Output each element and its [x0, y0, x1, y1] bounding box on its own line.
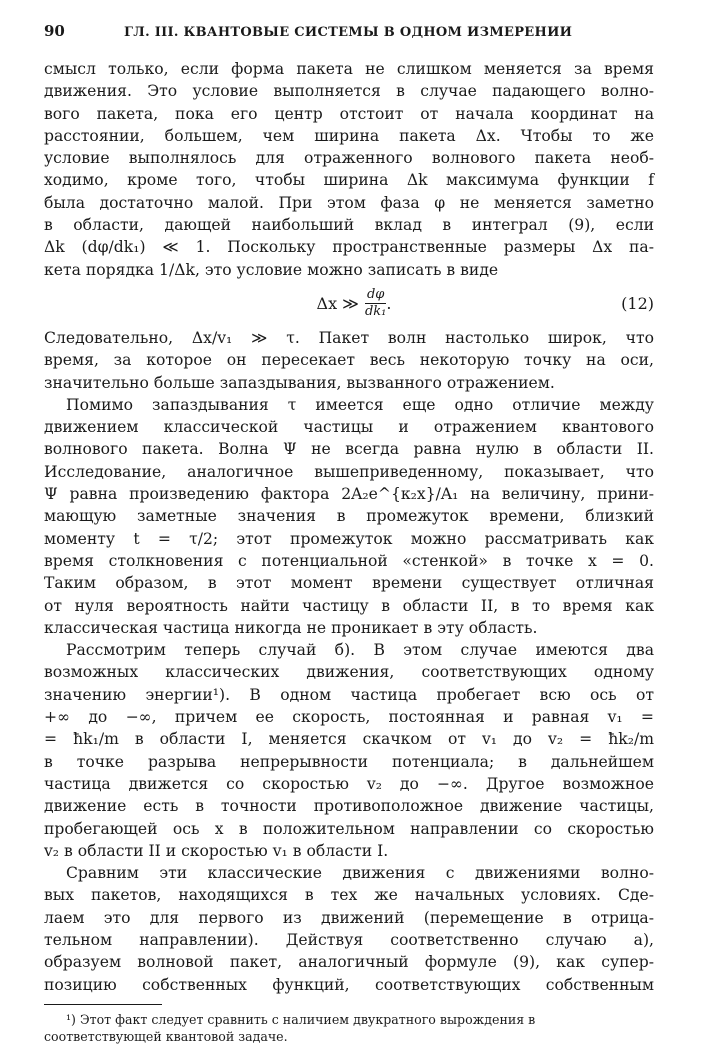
paragraph-2	[44, 327, 654, 394]
text-line: Ψ равна произведению фактора 2A₂e^{κ₂x}/A₁ на величину, прини-	[44, 485, 654, 504]
text-line: позицию собственных функций, соответствующих собственным	[44, 975, 654, 994]
equation-number: (12)	[621, 294, 654, 314]
text-line: ходимо, кроме того, чтобы ширина Δk максимума функции f	[44, 171, 654, 190]
text-line: частица движется со скоростью v₂ до −∞. Другое возможное	[44, 774, 654, 793]
text-line: движения. Это условие выполняется в случае падающего волно-	[44, 82, 654, 101]
text-line: возможных классических движения, соответствующих одному	[44, 663, 654, 682]
paragraph-4	[44, 639, 654, 862]
text-line: Сравним эти классические движения с движениями волно-	[66, 864, 654, 883]
text-line: волнового пакета. Волна Ψ не всегда равна нулю в области II.	[44, 440, 654, 459]
text-line: Δk (dφ/dk₁) ≪ 1. Поскольку пространственные размеры Δx па-	[44, 238, 654, 257]
book-page	[44, 22, 654, 1045]
text-line: мающую заметные значения в промежуток времени, близкий	[44, 507, 654, 526]
equation-tail: .	[386, 294, 392, 314]
text-line: была достаточно малой. При этом фаза φ не меняется заметно	[44, 193, 654, 212]
text-line: время, за которое он пересекает весь некоторую точку на оси,	[44, 351, 654, 370]
footnote	[44, 1011, 654, 1045]
paragraph-3	[44, 394, 654, 639]
paragraph-5	[44, 862, 654, 996]
equation-lhs: Δx ≫	[316, 294, 359, 314]
text-line: кета порядка 1/Δk, это условие можно записать в виде	[44, 260, 499, 279]
running-title: ГЛ. III. КВАНТОВЫЕ СИСТЕМЫ В ОДНОМ ИЗМЕРЕНИИ	[124, 25, 573, 40]
text-line: расстоянии, большем, чем ширина пакета Δx. Чтобы то же	[44, 126, 654, 145]
paragraph-1	[44, 58, 654, 281]
text-line: лаем это для первого из движений (перемещение в отрица-	[44, 908, 654, 927]
running-header	[44, 22, 654, 40]
fraction-denominator: dk₁	[364, 304, 387, 320]
text-line: классическая частица никогда не проникает в эту область.	[44, 618, 538, 637]
text-line: образуем волновой пакет, аналогичный формуле (9), как супер-	[44, 953, 654, 972]
text-line: v₂ в области II и скоростью v₁ в области I.	[44, 841, 389, 860]
text-line: +∞ до −∞, причем ее скорость, постоянная и равная v₁ =	[44, 708, 654, 727]
text-line: в точке разрыва непрерывности потенциала; в дальнейшем	[44, 752, 654, 771]
text-line: моменту t = τ/2; этот промежуток можно рассматривать как	[44, 529, 654, 548]
text-line: Рассмотрим теперь случай б). В этом случае имеются два	[66, 641, 654, 660]
text-line: тельном направлении). Действуя соответственно случаю а),	[44, 930, 654, 949]
text-line: в области, дающей наибольший вклад в интеграл (9), если	[44, 216, 654, 235]
text-line: Исследование, аналогичное вышеприведенному, показывает, что	[44, 462, 654, 481]
text-line: пробегающей ось x в положительном направлении со скоростью	[44, 819, 654, 838]
text-line: Таким образом, в этот момент времени существует отличная	[44, 574, 654, 593]
text-line: движение есть в точности противоположное движение частицы,	[44, 797, 654, 816]
text-line: условие выполнялось для отраженного волнового пакета необ-	[44, 149, 654, 168]
text-line: движением классической частицы и отражением квантового	[44, 418, 654, 437]
text-line: значительно больше запаздывания, вызванного отражением.	[44, 373, 555, 392]
fraction-numerator: dφ	[366, 287, 385, 303]
text-line: ¹) Этот факт следует сравнить с наличием двукратного вырождения в	[66, 1011, 536, 1027]
page-number: 90	[44, 22, 65, 40]
text-line: Помимо запаздывания τ имеется еще одно отличие между	[66, 395, 654, 414]
text-line: от нуля вероятность найти частицу в области II, в то время как	[44, 596, 654, 615]
text-line: вого пакета, пока его центр отстоит от начала координат на	[44, 104, 654, 123]
text-line: вых пакетов, находящихся в тех же начальных условиях. Сде-	[44, 886, 654, 905]
text-line: Следовательно, Δx/v₁ ≫ τ. Пакет волн настолько широк, что	[44, 328, 654, 347]
text-line: соответствующей квантовой задаче.	[44, 1028, 288, 1044]
text-line: время столкновения с потенциальной «стенкой» в точке x = 0.	[44, 551, 654, 570]
equation-fraction	[365, 287, 386, 320]
text-line: смысл только, если форма пакета не слишком меняется за время	[44, 60, 654, 78]
text-line: значению энергии¹). В одном частица пробегает всю ось от	[44, 685, 654, 704]
text-line: = ħk₁/m в области I, меняется скачком от v₁ до v₂ = ħk₂/m	[44, 730, 654, 749]
footnote-rule	[44, 1004, 162, 1005]
equation-12	[44, 281, 654, 327]
